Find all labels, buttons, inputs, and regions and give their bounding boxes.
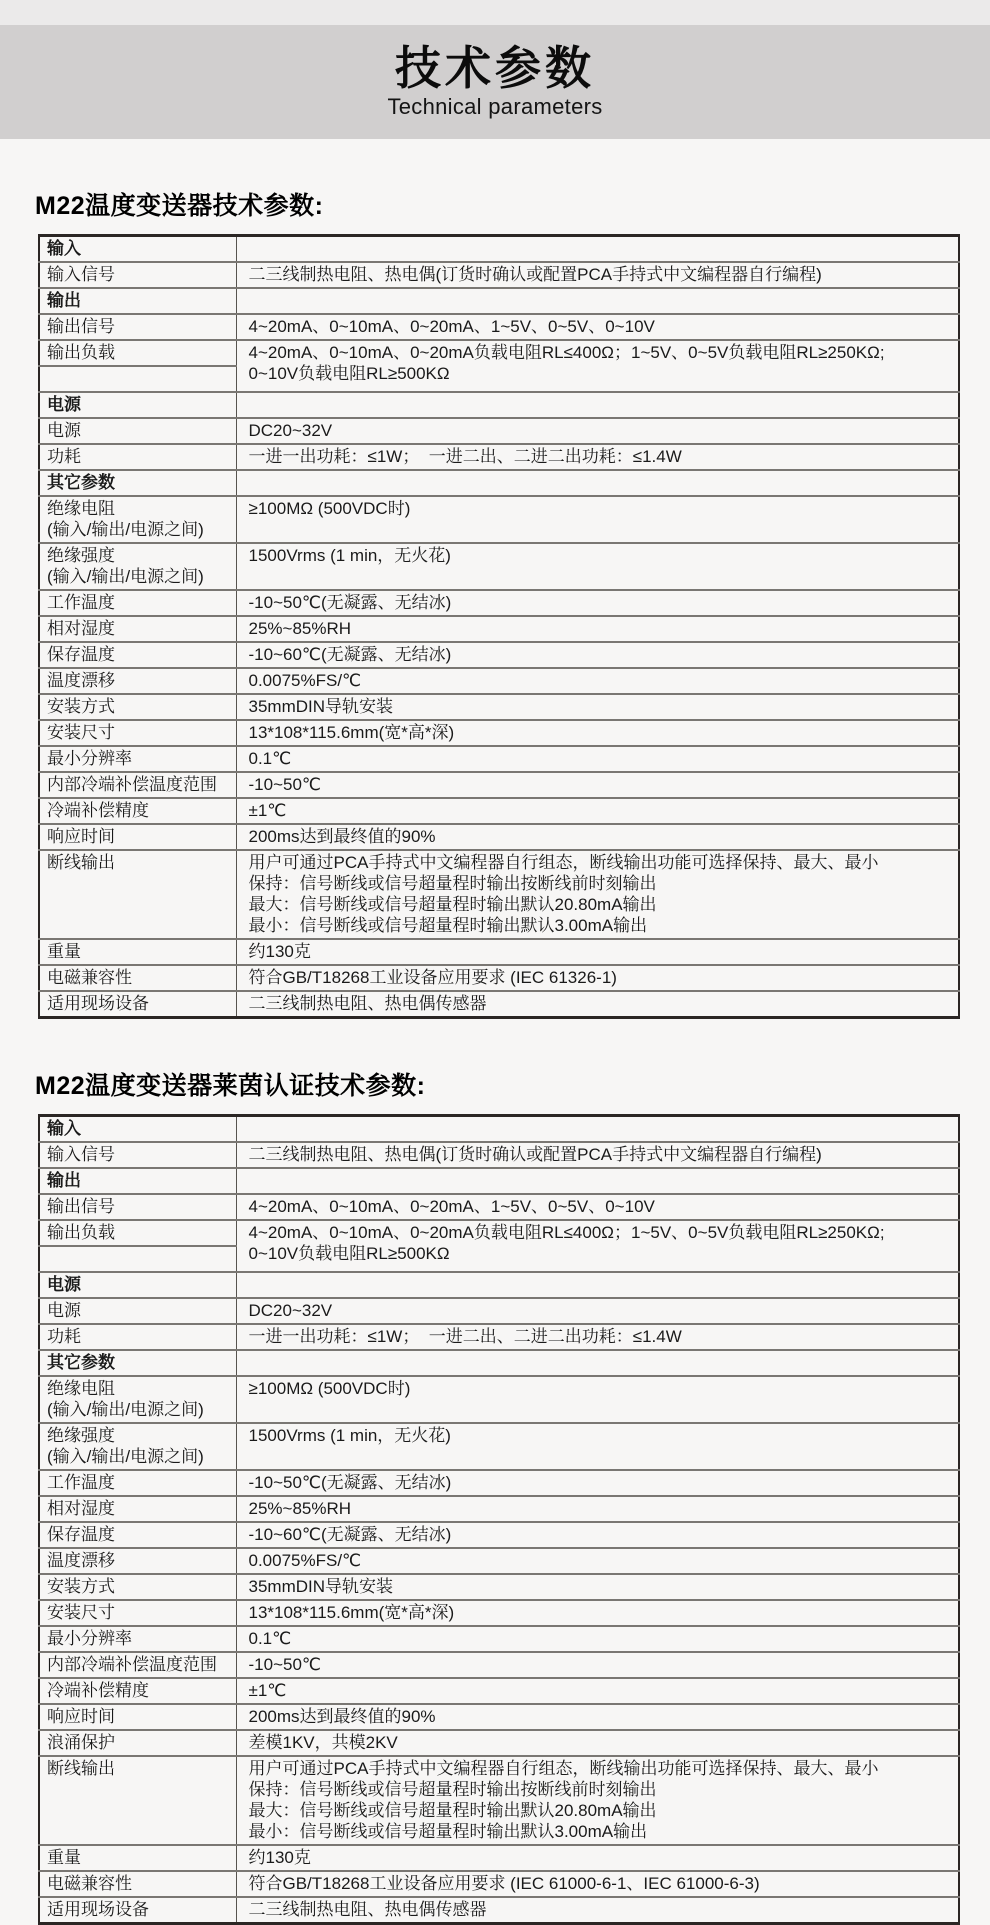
param-label: 温度漂移 (39, 1548, 236, 1574)
param-row (39, 1574, 959, 1600)
param-value: -10~60℃(无凝露、无结冰) (236, 642, 959, 668)
param-value: 200ms达到最终值的90% (236, 824, 959, 850)
param-value: 35mmDIN导轨安装 (236, 694, 959, 720)
content-area (0, 186, 990, 1925)
param-label: 安装方式 (39, 694, 236, 720)
param-row (39, 642, 959, 668)
param-label: 安装尺寸 (39, 1600, 236, 1626)
param-label: 工作温度 (39, 1470, 236, 1496)
param-row (39, 496, 959, 543)
param-row (39, 772, 959, 798)
param-label: 冷端补偿精度 (39, 1678, 236, 1704)
param-row (39, 1652, 959, 1678)
section-row (39, 470, 959, 496)
param-value: 符合GB/T18268工业设备应用要求 (IEC 61326-1) (236, 965, 959, 991)
section-row (39, 1116, 959, 1143)
param-label: 电源 (39, 1298, 236, 1324)
param-label: 最小分辨率 (39, 1626, 236, 1652)
param-label: 其它参数 (39, 470, 236, 496)
param-label: 输出负载 (39, 340, 236, 366)
tech-params-table-2 (38, 1114, 960, 1925)
param-label-line2: (输入/输出/电源之间) (47, 1400, 204, 1419)
param-value: 35mmDIN导轨安装 (236, 1574, 959, 1600)
param-label: 适用现场设备 (39, 991, 236, 1018)
param-label: 绝缘强度 (输入/输出/电源之间) (39, 1423, 236, 1470)
param-row (39, 444, 959, 470)
param-row (39, 1871, 959, 1897)
param-value: 用户可通过PCA手持式中文编程器自行组态，断线输出功能可选择保持、最大、最小 保持：信号断线或信号超量程时输出按断线前时刻输出 最大：信号断线或信号超量程时输出默认20.80mA输出 最小：信号断线或信号超量程时输出默认3.00mA输出 (236, 850, 959, 939)
param-row (39, 965, 959, 991)
param-row (39, 850, 959, 939)
param-label-line2: (输入/输出/电源之间) (47, 1447, 204, 1466)
param-value: 25%~85%RH (236, 1496, 959, 1522)
param-value: 25%~85%RH (236, 616, 959, 642)
param-row (39, 590, 959, 616)
param-row (39, 418, 959, 444)
param-row (39, 694, 959, 720)
param-row (39, 1730, 959, 1756)
param-value: 13*108*115.6mm(宽*高*深) (236, 720, 959, 746)
param-label: 冷端补偿精度 (39, 798, 236, 824)
param-label: 保存温度 (39, 642, 236, 668)
section-row (39, 1168, 959, 1194)
param-value: ±1℃ (236, 798, 959, 824)
param-value: 约130克 (236, 1845, 959, 1871)
param-label: 内部冷端补偿温度范围 (39, 1652, 236, 1678)
param-value: -10~50℃ (236, 772, 959, 798)
param-label: 电磁兼容性 (39, 965, 236, 991)
section-row (39, 392, 959, 418)
param-row (39, 746, 959, 772)
param-label: 输入 (39, 1116, 236, 1143)
tech-params-table-1 (38, 234, 960, 1019)
param-value (236, 470, 959, 496)
param-value: 二三线制热电阻、热电偶(订货时确认或配置PCA手持式中文编程器自行编程) (236, 262, 959, 288)
param-value: 13*108*115.6mm(宽*高*深) (236, 1600, 959, 1626)
param-value: 1500Vrms (1 min，无火花) (236, 1423, 959, 1470)
param-value: ≥100MΩ (500VDC时) (236, 1376, 959, 1423)
param-value: 0.1℃ (236, 746, 959, 772)
param-label: 功耗 (39, 444, 236, 470)
param-label: 重量 (39, 1845, 236, 1871)
param-value: 200ms达到最终值的90% (236, 1704, 959, 1730)
param-label: 相对湿度 (39, 1496, 236, 1522)
param-row (39, 1220, 959, 1246)
param-row (39, 824, 959, 850)
section-row (39, 1350, 959, 1376)
param-row (39, 1704, 959, 1730)
param-label: 安装尺寸 (39, 720, 236, 746)
param-value: 4~20mA、0~10mA、0~20mA负载电阻RL≤400Ω；1~5V、0~5V负载电阻RL≥250KΩ; 0~10V负载电阻RL≥500KΩ (236, 1220, 959, 1272)
section-2-heading: M22温度变送器莱茵认证技术参数: (35, 1072, 426, 1100)
param-value (236, 1272, 959, 1298)
param-label: 温度漂移 (39, 668, 236, 694)
param-value: 0.0075%FS/℃ (236, 1548, 959, 1574)
param-value (236, 236, 959, 263)
param-row (39, 939, 959, 965)
param-label: 断线输出 (39, 1756, 236, 1845)
param-label: 绝缘电阻 (输入/输出/电源之间) (39, 1376, 236, 1423)
param-label: 功耗 (39, 1324, 236, 1350)
param-value: -10~50℃ (236, 1652, 959, 1678)
param-value: 用户可通过PCA手持式中文编程器自行组态，断线输出功能可选择保持、最大、最小 保持：信号断线或信号超量程时输出按断线前时刻输出 最大：信号断线或信号超量程时输出默认20.80mA输出 最小：信号断线或信号超量程时输出默认3.00mA输出 (236, 1756, 959, 1845)
param-value: 二三线制热电阻、热电偶传感器 (236, 991, 959, 1018)
param-label: 响应时间 (39, 1704, 236, 1730)
param-row (39, 1522, 959, 1548)
param-row (39, 1324, 959, 1350)
param-value: 1500Vrms (1 min，无火花) (236, 543, 959, 590)
param-value (236, 1350, 959, 1376)
param-label: 相对湿度 (39, 616, 236, 642)
param-label-empty (39, 1246, 236, 1272)
param-value: ±1℃ (236, 1678, 959, 1704)
param-label: 内部冷端补偿温度范围 (39, 772, 236, 798)
param-row (39, 1298, 959, 1324)
param-value: 二三线制热电阻、热电偶(订货时确认或配置PCA手持式中文编程器自行编程) (236, 1142, 959, 1168)
param-row (39, 1600, 959, 1626)
param-row (39, 1756, 959, 1845)
param-value: 一进一出功耗：≤1W； 一进二出、二进二出功耗：≤1.4W (236, 1324, 959, 1350)
param-value: DC20~32V (236, 1298, 959, 1324)
param-row (39, 340, 959, 366)
param-label: 输出 (39, 1168, 236, 1194)
param-value (236, 288, 959, 314)
param-label: 电源 (39, 392, 236, 418)
param-value (236, 392, 959, 418)
param-row (39, 798, 959, 824)
param-value: 差模1KV，共模2KV (236, 1730, 959, 1756)
param-row (39, 1548, 959, 1574)
param-row (39, 616, 959, 642)
param-row (39, 1845, 959, 1871)
param-row (39, 1376, 959, 1423)
param-label: 保存温度 (39, 1522, 236, 1548)
param-label: 输出信号 (39, 1194, 236, 1220)
param-label: 重量 (39, 939, 236, 965)
param-row (39, 1470, 959, 1496)
param-label: 浪涌保护 (39, 1730, 236, 1756)
param-row (39, 1423, 959, 1470)
param-label: 输入信号 (39, 262, 236, 288)
param-row (39, 1626, 959, 1652)
param-row (39, 543, 959, 590)
param-value: 4~20mA、0~10mA、0~20mA、1~5V、0~5V、0~10V (236, 314, 959, 340)
param-row (39, 720, 959, 746)
param-label-empty (39, 366, 236, 392)
param-label: 输入信号 (39, 1142, 236, 1168)
param-value: 0.0075%FS/℃ (236, 668, 959, 694)
param-label: 电磁兼容性 (39, 1871, 236, 1897)
param-row (39, 668, 959, 694)
param-row (39, 1142, 959, 1168)
title-banner (0, 25, 990, 139)
param-row (39, 1496, 959, 1522)
page-subtitle: Technical parameters (387, 93, 603, 119)
param-label: 工作温度 (39, 590, 236, 616)
param-row (39, 1678, 959, 1704)
param-label: 绝缘强度 (输入/输出/电源之间) (39, 543, 236, 590)
param-value: -10~60℃(无凝露、无结冰) (236, 1522, 959, 1548)
section-row (39, 288, 959, 314)
param-label: 电源 (39, 418, 236, 444)
param-label: 输出负载 (39, 1220, 236, 1246)
param-value: 0.1℃ (236, 1626, 959, 1652)
section-row (39, 236, 959, 263)
param-value: 一进一出功耗：≤1W； 一进二出、二进二出功耗：≤1.4W (236, 444, 959, 470)
param-row (39, 991, 959, 1018)
param-row (39, 1897, 959, 1924)
param-row (39, 314, 959, 340)
param-value: 二三线制热电阻、热电偶传感器 (236, 1897, 959, 1924)
param-label: 适用现场设备 (39, 1897, 236, 1924)
param-label: 绝缘电阻 (输入/输出/电源之间) (39, 496, 236, 543)
param-value (236, 1168, 959, 1194)
param-value: 符合GB/T18268工业设备应用要求 (IEC 61000-6-1、IEC 61000-6-3) (236, 1871, 959, 1897)
param-value: -10~50℃(无凝露、无结冰) (236, 590, 959, 616)
param-value: ≥100MΩ (500VDC时) (236, 496, 959, 543)
param-label-line2: (输入/输出/电源之间) (47, 520, 204, 539)
param-row (39, 262, 959, 288)
param-value: DC20~32V (236, 418, 959, 444)
section-1-heading: M22温度变送器技术参数: (35, 192, 324, 220)
param-label: 电源 (39, 1272, 236, 1298)
param-value: 4~20mA、0~10mA、0~20mA、1~5V、0~5V、0~10V (236, 1194, 959, 1220)
page-title: 技术参数 (395, 42, 595, 95)
param-row (39, 1194, 959, 1220)
param-label: 断线输出 (39, 850, 236, 939)
param-label: 其它参数 (39, 1350, 236, 1376)
param-value: -10~50℃(无凝露、无结冰) (236, 1470, 959, 1496)
param-label: 响应时间 (39, 824, 236, 850)
param-label: 输出 (39, 288, 236, 314)
param-label: 最小分辨率 (39, 746, 236, 772)
param-value: 4~20mA、0~10mA、0~20mA负载电阻RL≤400Ω；1~5V、0~5V负载电阻RL≥250KΩ; 0~10V负载电阻RL≥500KΩ (236, 340, 959, 392)
param-label-line2: (输入/输出/电源之间) (47, 567, 204, 586)
param-label: 输出信号 (39, 314, 236, 340)
section-row (39, 1272, 959, 1298)
param-value: 约130克 (236, 939, 959, 965)
top-strip (0, 0, 990, 25)
param-value (236, 1116, 959, 1143)
param-label: 安装方式 (39, 1574, 236, 1600)
param-label: 输入 (39, 236, 236, 263)
